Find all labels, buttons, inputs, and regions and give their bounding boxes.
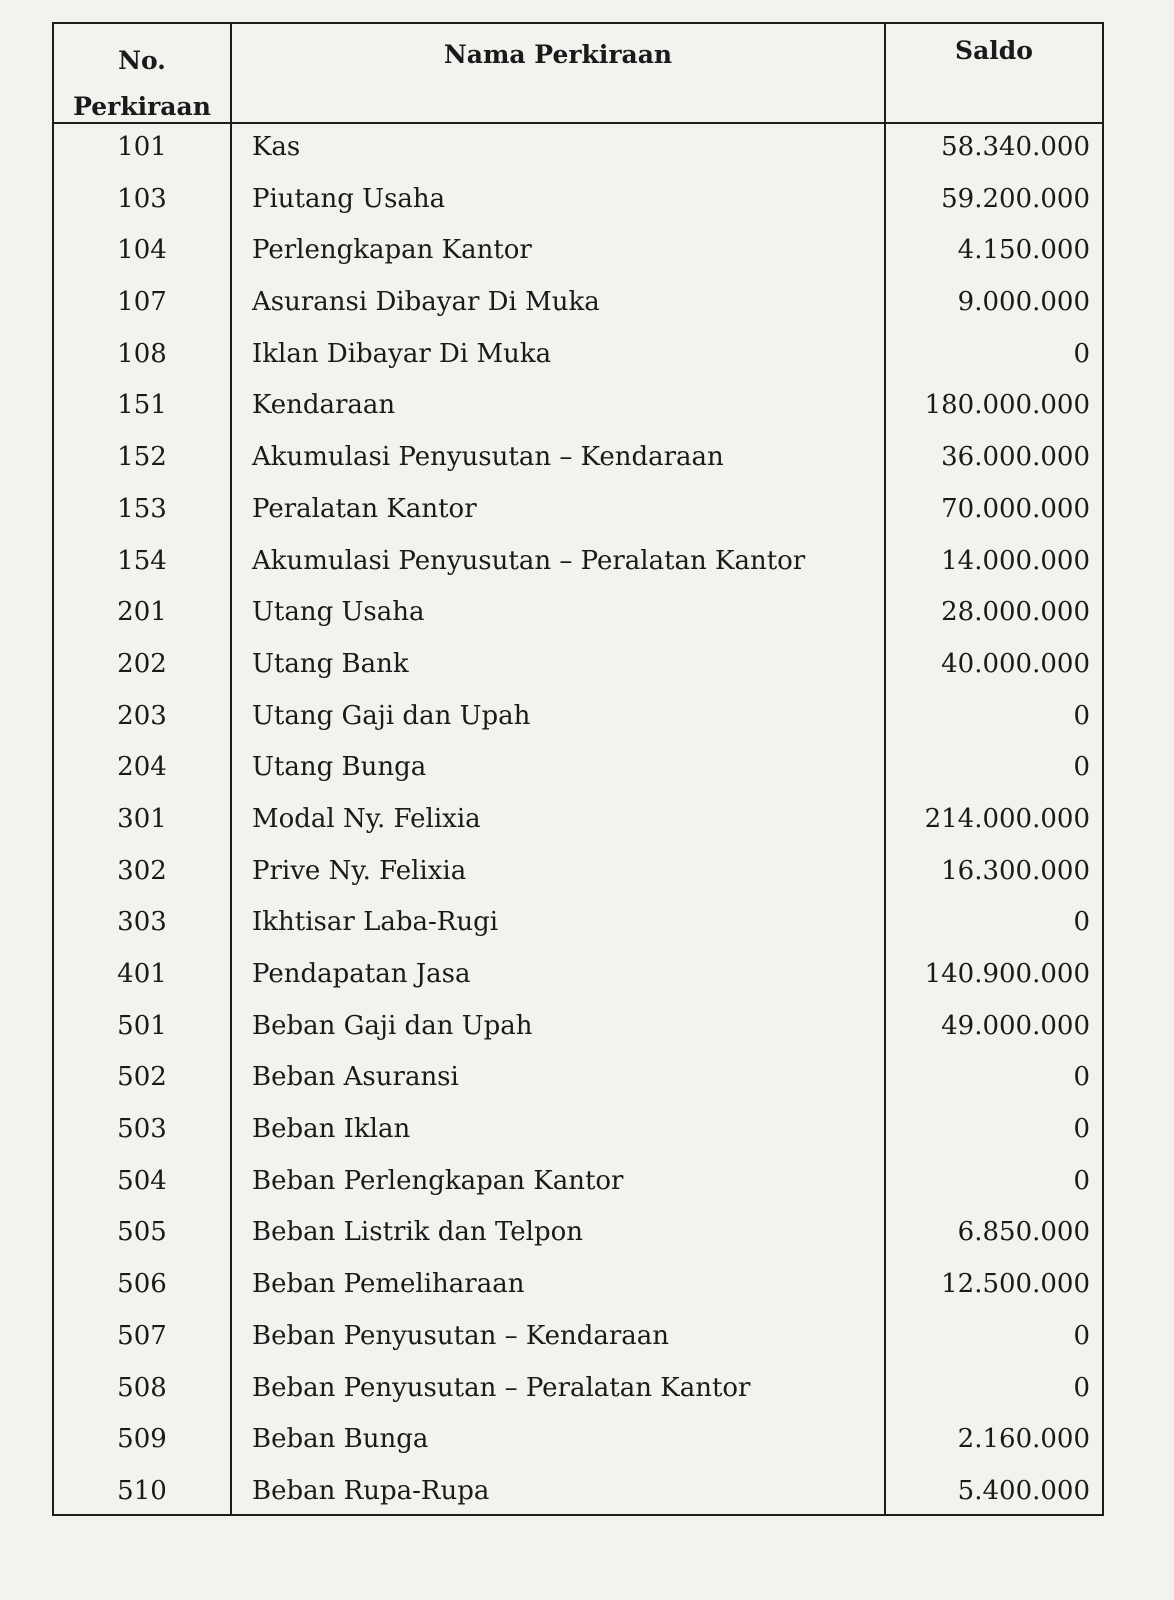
table-row xyxy=(54,279,1102,331)
balance-cell: 12.500.000 xyxy=(941,1269,1090,1300)
account-name-cell: Utang Gaji dan Upah xyxy=(252,700,531,731)
header-account-name: Nama Perkiraan xyxy=(443,40,673,69)
account-name-cell: Utang Bunga xyxy=(252,752,427,783)
account-number-cell: 502 xyxy=(117,1062,167,1093)
account-number-cell: 505 xyxy=(117,1217,167,1248)
account-number-cell: 204 xyxy=(117,752,167,783)
balance-cell: 36.000.000 xyxy=(941,442,1090,473)
table-row xyxy=(54,382,1102,434)
account-number-cell: 153 xyxy=(117,493,167,524)
table-row xyxy=(54,227,1102,279)
balance-cell: 0 xyxy=(1073,700,1090,731)
header-balance: Saldo xyxy=(955,36,1033,65)
account-number-cell: 151 xyxy=(117,390,167,421)
balance-cell: 49.000.000 xyxy=(941,1010,1090,1041)
account-number-cell: 507 xyxy=(117,1320,167,1351)
table-row xyxy=(54,744,1102,796)
account-number-cell: 203 xyxy=(117,700,167,731)
account-number-cell: 401 xyxy=(117,959,167,989)
balance-cell: 0 xyxy=(1073,338,1090,369)
account-name-cell: Beban Penyusutan – Kendaraan xyxy=(252,1320,670,1351)
account-name-cell: Beban Pemeliharaan xyxy=(252,1269,525,1300)
account-name-cell: Akumulasi Penyusutan – Peralatan Kantor xyxy=(252,545,806,576)
balance-cell: 14.000.000 xyxy=(941,545,1090,576)
account-name-cell: Prive Ny. Felixia xyxy=(252,855,467,886)
account-number-cell: 508 xyxy=(117,1372,167,1403)
account-number-cell: 506 xyxy=(117,1269,167,1300)
account-balance-table xyxy=(52,22,1104,1516)
account-number-cell: 107 xyxy=(117,287,167,318)
account-name-cell: Iklan Dibayar Di Muka xyxy=(252,338,552,369)
table-row xyxy=(54,848,1102,900)
account-number-cell: 154 xyxy=(117,545,167,576)
table-row xyxy=(54,951,1102,1003)
balance-cell: 59.200.000 xyxy=(941,183,1090,214)
table-row xyxy=(54,1261,1102,1313)
balance-cell: 4.150.000 xyxy=(957,235,1090,266)
account-name-cell: Beban Asuransi xyxy=(252,1062,459,1093)
table-row xyxy=(54,176,1102,228)
table-row xyxy=(54,1106,1102,1158)
account-name-cell: Beban Rupa-Rupa xyxy=(252,1475,490,1506)
balance-cell: 40.000.000 xyxy=(941,648,1090,679)
balance-cell: 0 xyxy=(1073,907,1090,938)
account-number-cell: 104 xyxy=(117,235,167,266)
balance-cell: 2.160.000 xyxy=(957,1424,1090,1455)
account-name-cell: Beban Listrik dan Telpon xyxy=(252,1217,584,1248)
account-name-cell: Beban Iklan xyxy=(252,1114,411,1145)
account-name-cell: Beban Penyusutan – Peralatan Kantor xyxy=(252,1372,751,1403)
table-row xyxy=(54,1416,1102,1468)
table-row xyxy=(54,1158,1102,1210)
balance-cell: 58.340.000 xyxy=(941,132,1090,162)
header-account-number-line1: No. xyxy=(118,46,166,75)
header-account-number-line2: Perkiraan xyxy=(73,92,211,121)
account-number-cell: 510 xyxy=(117,1475,167,1506)
account-number-cell: 509 xyxy=(117,1424,167,1455)
account-number-cell: 101 xyxy=(117,132,167,162)
table-row xyxy=(54,434,1102,486)
table-row xyxy=(54,124,1102,176)
account-number-cell: 152 xyxy=(117,442,167,473)
account-number-cell: 504 xyxy=(117,1165,167,1196)
account-name-cell: Asuransi Dibayar Di Muka xyxy=(252,287,600,318)
balance-cell: 0 xyxy=(1073,1320,1090,1351)
account-name-cell: Modal Ny. Felixia xyxy=(252,803,481,834)
table-row xyxy=(54,1313,1102,1365)
table-row xyxy=(54,331,1102,383)
account-number-cell: 302 xyxy=(117,855,167,886)
balance-cell: 6.850.000 xyxy=(957,1217,1090,1248)
balance-cell: 16.300.000 xyxy=(941,855,1090,886)
table-row xyxy=(54,1209,1102,1261)
account-number-cell: 503 xyxy=(117,1114,167,1145)
account-name-cell: Kendaraan xyxy=(252,390,396,421)
account-number-cell: 201 xyxy=(117,597,167,628)
balance-cell: 5.400.000 xyxy=(957,1475,1090,1506)
account-number-cell: 202 xyxy=(117,648,167,679)
balance-cell: 0 xyxy=(1073,752,1090,783)
account-number-cell: 108 xyxy=(117,338,167,369)
table-row xyxy=(54,589,1102,641)
balance-cell: 0 xyxy=(1073,1062,1090,1093)
table-row xyxy=(54,693,1102,745)
table-row xyxy=(54,1003,1102,1055)
account-name-cell: Beban Bunga xyxy=(252,1424,429,1455)
account-name-cell: Beban Gaji dan Upah xyxy=(252,1010,533,1041)
account-number-cell: 103 xyxy=(117,183,167,214)
account-number-cell: 301 xyxy=(117,803,167,834)
account-name-cell: Perlengkapan Kantor xyxy=(252,235,532,266)
balance-cell: 214.000.000 xyxy=(924,803,1090,834)
account-name-cell: Pendapatan Jasa xyxy=(252,959,471,989)
account-name-cell: Piutang Usaha xyxy=(252,183,446,214)
account-name-cell: Ikhtisar Laba-Rugi xyxy=(252,907,499,938)
account-name-cell: Utang Bank xyxy=(252,648,409,679)
table-row xyxy=(54,796,1102,848)
account-name-cell: Kas xyxy=(252,132,301,162)
table-row xyxy=(54,1468,1102,1520)
account-number-cell: 501 xyxy=(117,1010,167,1041)
header-account-number xyxy=(54,38,230,130)
account-name-cell: Peralatan Kantor xyxy=(252,493,477,524)
account-name-cell: Utang Usaha xyxy=(252,597,425,628)
balance-cell: 140.900.000 xyxy=(924,959,1090,989)
balance-cell: 28.000.000 xyxy=(941,597,1090,628)
account-name-cell: Akumulasi Penyusutan – Kendaraan xyxy=(252,442,724,473)
balance-cell: 180.000.000 xyxy=(924,390,1090,421)
balance-cell: 70.000.000 xyxy=(941,493,1090,524)
balance-cell: 9.000.000 xyxy=(957,287,1090,318)
balance-cell: 0 xyxy=(1073,1114,1090,1145)
balance-cell: 0 xyxy=(1073,1165,1090,1196)
table-row xyxy=(54,1054,1102,1106)
table-row xyxy=(54,1365,1102,1417)
balance-cell: 0 xyxy=(1073,1372,1090,1403)
table-row xyxy=(54,538,1102,590)
account-name-cell: Beban Perlengkapan Kantor xyxy=(252,1165,624,1196)
table-row xyxy=(54,641,1102,693)
table-body xyxy=(54,124,1102,1520)
table-row xyxy=(54,486,1102,538)
account-number-cell: 303 xyxy=(117,907,167,938)
table-row xyxy=(54,899,1102,951)
